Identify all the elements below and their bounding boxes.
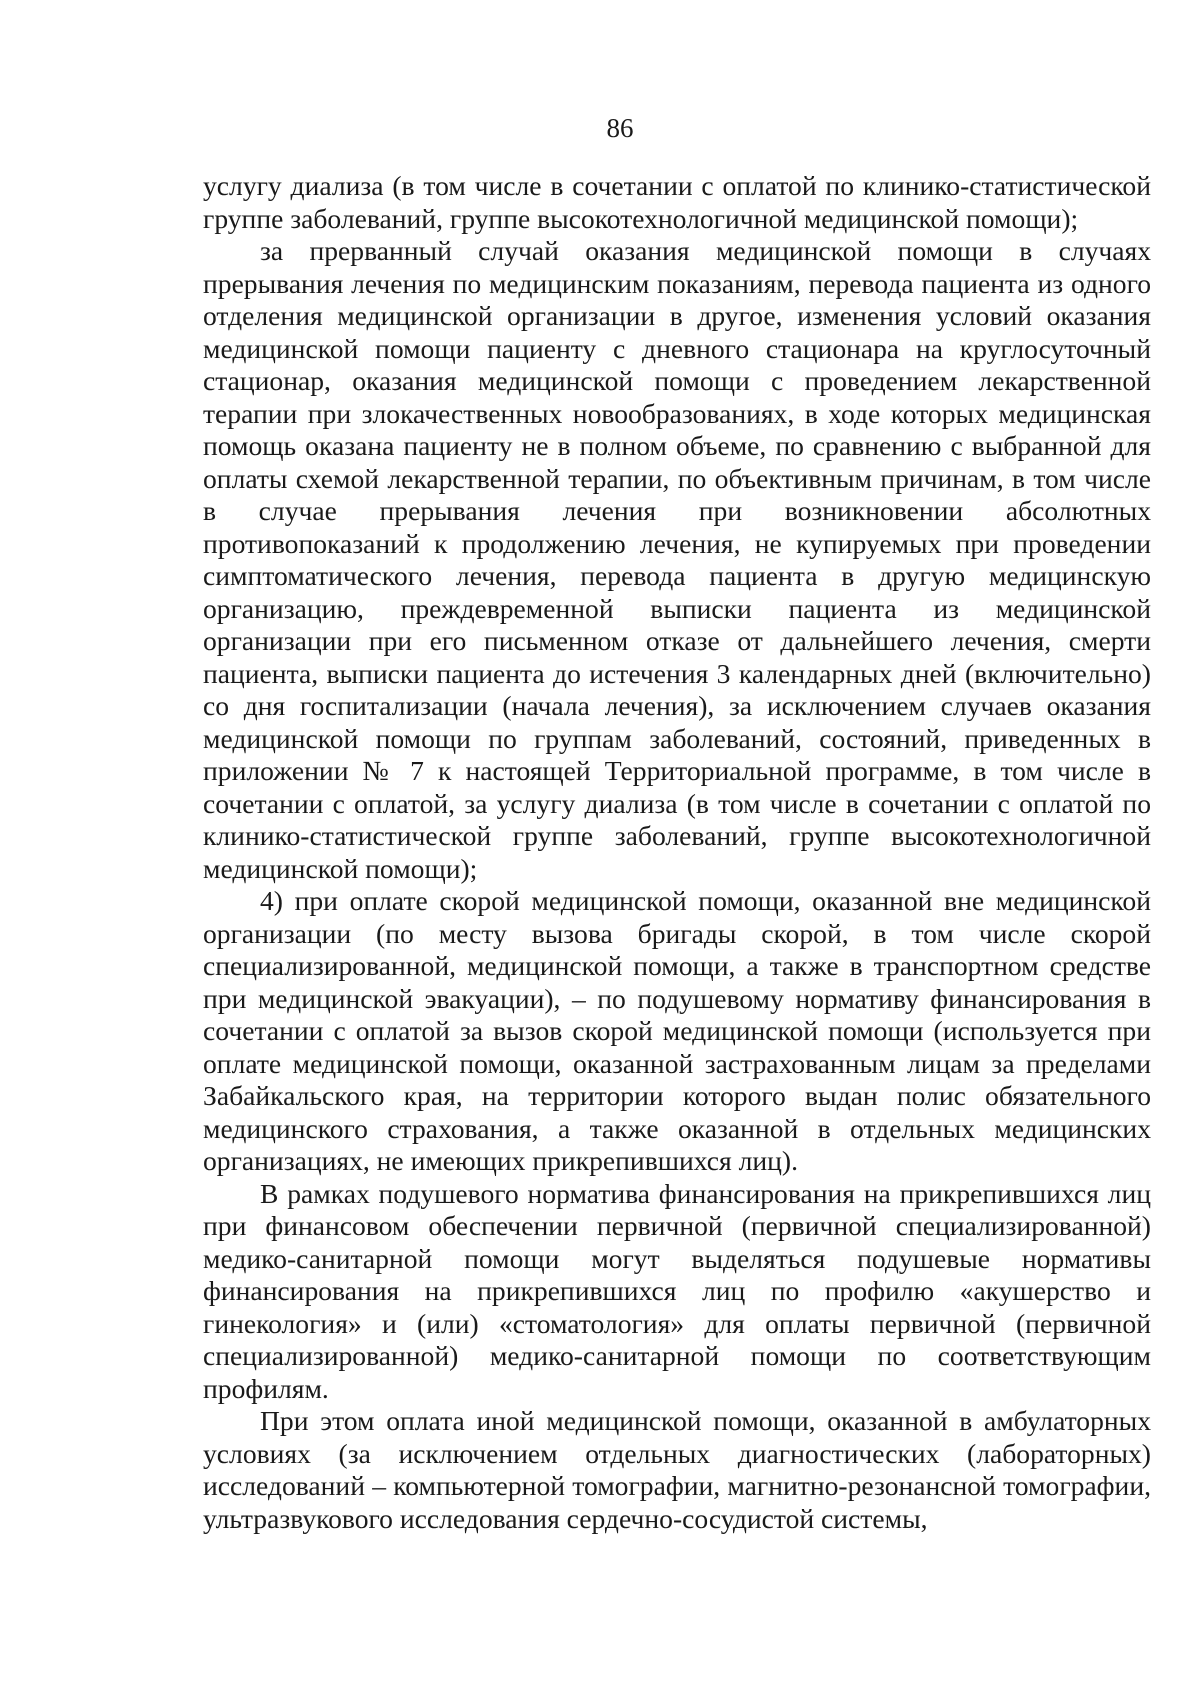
paragraph-per-capita-norms: В рамках подушевого норматива финансирования на прикрепившихся лиц при финансовом обеспечении первичной (первичной специализированной) медико-санитарной помощи могут выделяться подушевые нормативы финансирования на прикрепившихся лиц по профилю «акушерство и гинекология» и (или) «стоматология» для оплаты первичной (первичной специализированной) медико-санитарной помощи по соответствующим профилям. xyxy=(203,1177,1151,1404)
paragraph-dialysis-service: услугу диализа (в том числе в сочетании с оплатой по клинико-статистической группе заболеваний, группе высокотехнологичной медицинской помощи); xyxy=(203,170,1151,234)
page-number: 86 xyxy=(606,113,634,143)
paragraph-outpatient-payment: При этом оплата иной медицинской помощи, оказанной в амбулаторных условиях (за исключением отдельных диагностических (лабораторных) исследований – компьютерной томографии, магнитно-резонансной томографии, ультразвукового исследования сердечно-сосудистой системы, xyxy=(203,1405,1151,1534)
paragraph-emergency-care: 4) при оплате скорой медицинской помощи, оказанной вне медицинской организации (по месту вызова бригады скорой, в том числе скорой специализированной, медицинской помощи, а также в транспортном средстве при медицинской эвакуации), – по подушевому нормативу финансирования в сочетании с оплатой за вызов скорой медицинской помощи (используется при оплате медицинской помощи, оказанной застрахованным лицам за пределами Забайкальского края, на территории которого выдан полис обязательного медицинского страхования, а также оказанной в отдельных медицинских организациях, не имеющих прикрепившихся лиц). xyxy=(203,885,1151,1176)
document-body xyxy=(203,170,1151,1535)
paragraph-interrupted-case: за прерванный случай оказания медицинской помощи в случаях прерывания лечения по медицинским показаниям, перевода пациента из одного отделения медицинской организации в другое, изменения условий оказания медицинской помощи пациенту с дневного стационара на круглосуточный стационар, оказания медицинской помощи с проведением лекарственной терапии при злокачественных новообразованиях, в ходе которых медицинская помощь оказана пациенту не в полном объеме, по сравнению с выбранной для оплаты схемой лекарственной терапии, по объективным причинам, в том числе в случае прерывания лечения при возникновении абсолютных противопоказаний к продолжению лечения, не купируемых при проведении симптоматического лечения, перевода пациента в другую медицинскую организацию, преждевременной выписки пациента из медицинской организации при его письменном отказе от дальнейшего лечения, смерти пациента, выписки пациента до истечения 3 календарных дней (включительно) со дня госпитализации (начала лечения), за исключением случаев оказания медицинской помощи по группам заболеваний, состояний, приведенных в приложении № 7 к настоящей Территориальной программе, в том числе в сочетании с оплатой, за услугу диализа (в том числе в сочетании с оплатой по клинико-статистической группе заболеваний, группе высокотехнологичной медицинской помощи); xyxy=(203,235,1151,884)
